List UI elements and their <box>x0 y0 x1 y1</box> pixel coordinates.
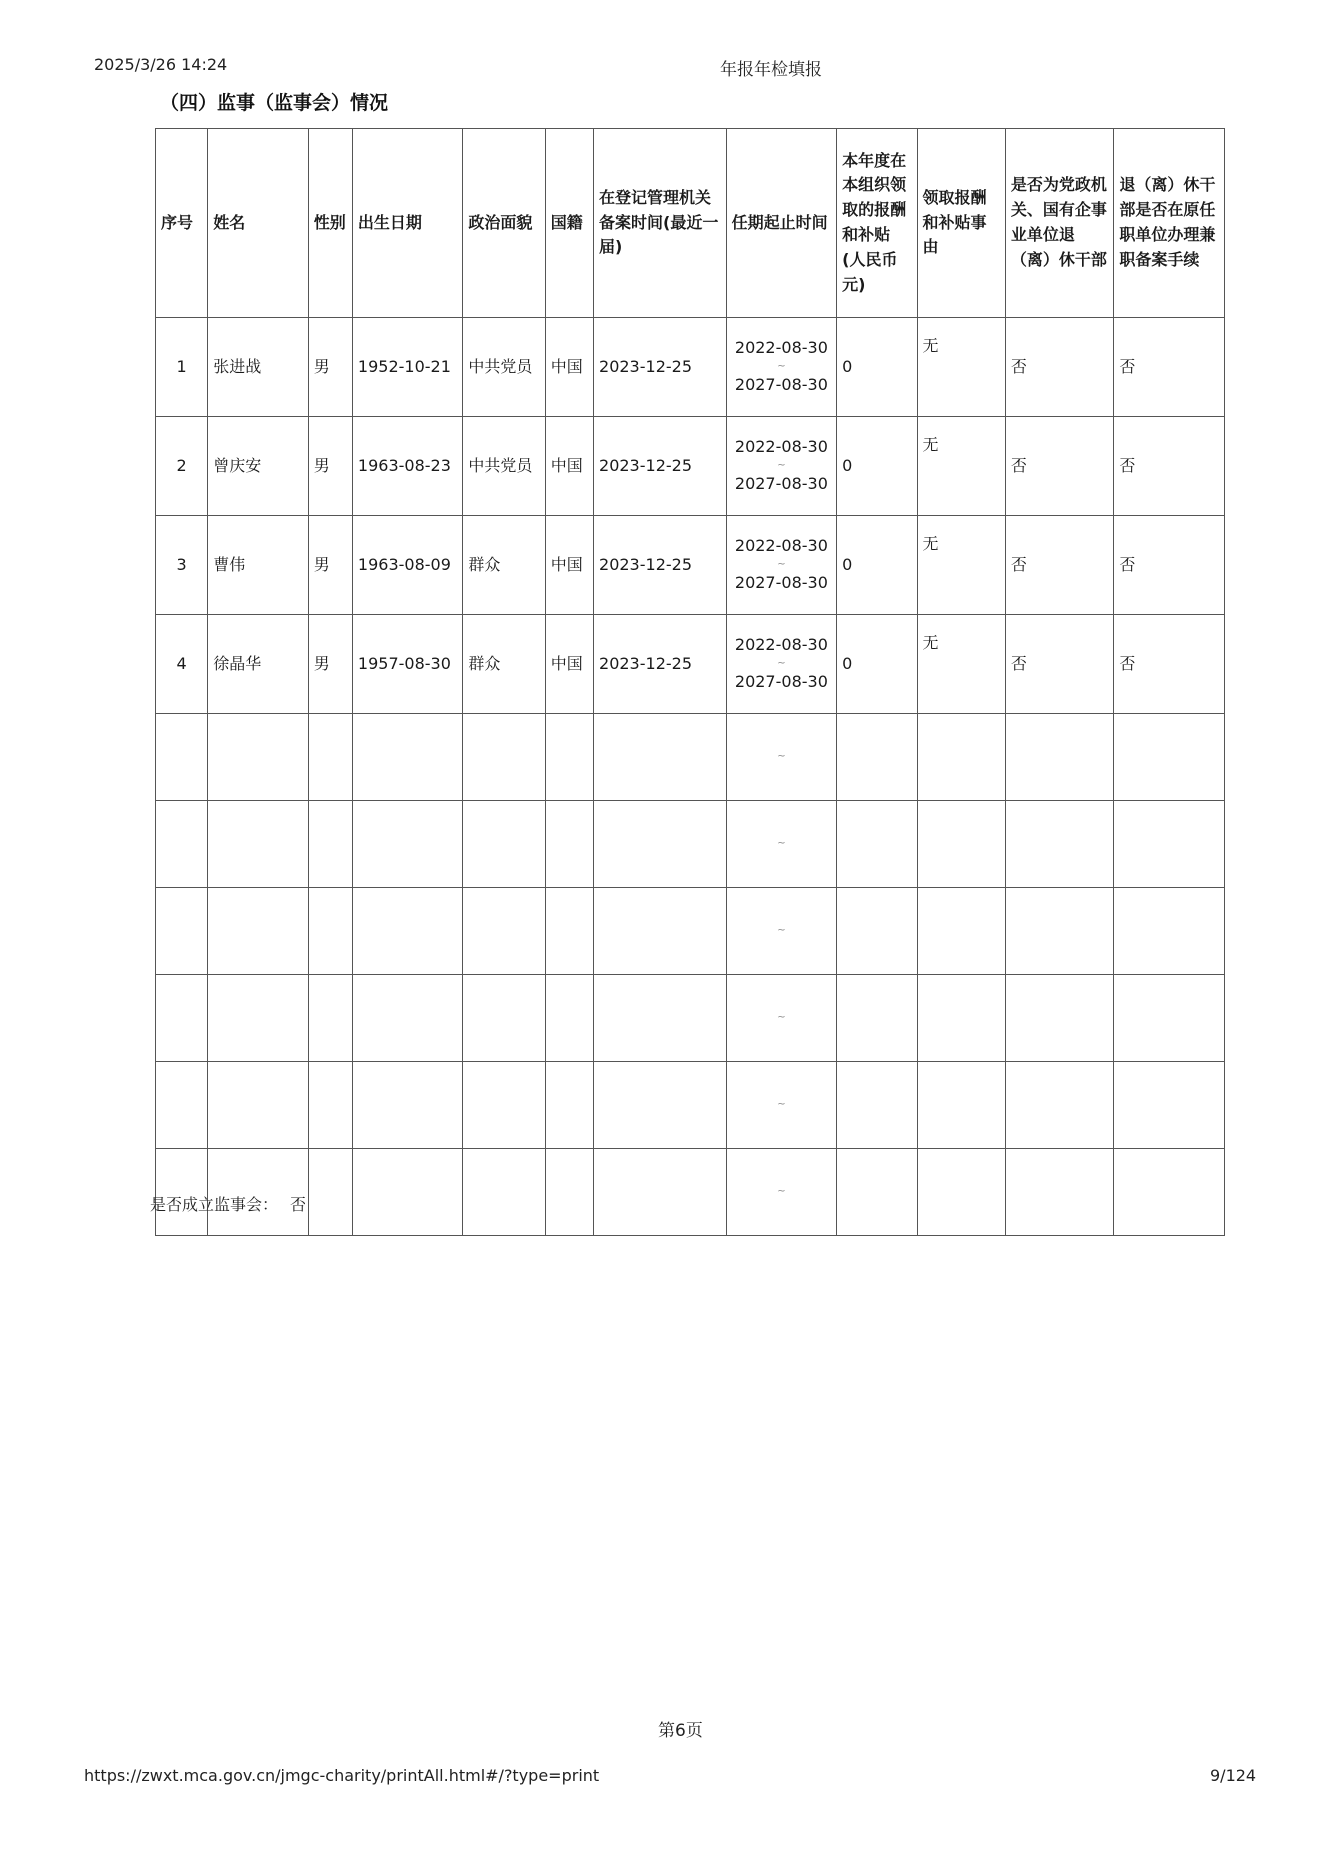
term-start: 2022-08-30 <box>734 635 828 655</box>
filing-date: 2023-12-25 <box>594 516 727 615</box>
page-number: 第6页 <box>658 1721 703 1741</box>
remuneration: 0 <box>837 417 917 516</box>
table-row <box>156 615 1225 714</box>
section-title: （四）监事（监事会）情况 <box>160 92 389 114</box>
political-status: 群众 <box>463 615 545 714</box>
nationality: 中国 <box>545 318 593 417</box>
footer-url: https://zwxt.mca.gov.cn/jmgc-charity/printAll.html#/?type=print <box>84 1766 600 1785</box>
is-retired-cadre: 否 <box>1005 417 1114 516</box>
birth-date: 1963-08-09 <box>352 516 463 615</box>
term-separator: ~ <box>777 1099 786 1111</box>
political-status: 中共党员 <box>463 318 545 417</box>
term-end: 2027-08-30 <box>734 672 828 691</box>
table-header-row <box>156 129 1225 318</box>
empty-table-row <box>156 801 1225 888</box>
gender: 男 <box>308 417 352 516</box>
empty-table-row <box>156 1149 1225 1236</box>
gender: 男 <box>308 318 352 417</box>
supervisor-name: 曹伟 <box>208 516 308 615</box>
is-retired-cadre: 否 <box>1005 318 1114 417</box>
birth-date: 1952-10-21 <box>352 318 463 417</box>
column-header: 本年度在本组织领取的报酬和补贴(人民币元) <box>837 129 917 318</box>
part-time-filed: 否 <box>1114 417 1225 516</box>
footnote-value: 否 <box>290 1195 307 1214</box>
column-header: 是否为党政机关、国有企事业单位退（离）休干部 <box>1005 129 1114 318</box>
filing-date: 2023-12-25 <box>594 417 727 516</box>
column-header: 任期起止时间 <box>726 129 837 318</box>
nationality: 中国 <box>545 615 593 714</box>
column-header: 国籍 <box>545 129 593 318</box>
supervisory-board-status <box>150 1192 306 1215</box>
empty-term-period <box>726 1149 837 1236</box>
term-separator: ~ <box>777 658 786 669</box>
footnote-label: 是否成立监事会： <box>150 1195 279 1214</box>
column-header: 退（离）休干部是否在原任职单位办理兼职备案手续 <box>1114 129 1225 318</box>
column-header: 领取报酬和补贴事由 <box>917 129 1005 318</box>
empty-term-period <box>726 801 837 888</box>
filing-date: 2023-12-25 <box>594 615 727 714</box>
column-header: 姓名 <box>208 129 308 318</box>
remuneration-reason: 无 <box>917 417 1005 516</box>
row-index: 2 <box>156 417 208 516</box>
nationality: 中国 <box>545 417 593 516</box>
row-index: 1 <box>156 318 208 417</box>
term-end: 2027-08-30 <box>734 474 828 493</box>
supervisor-name: 曾庆安 <box>208 417 308 516</box>
remuneration-reason: 无 <box>917 516 1005 615</box>
term-start: 2022-08-30 <box>734 536 828 556</box>
part-time-filed: 否 <box>1114 615 1225 714</box>
supervisor-name: 徐晶华 <box>208 615 308 714</box>
column-header: 政治面貌 <box>463 129 545 318</box>
gender: 男 <box>308 615 352 714</box>
empty-table-row <box>156 975 1225 1062</box>
term-period <box>726 516 837 615</box>
term-end: 2027-08-30 <box>734 375 828 394</box>
remuneration: 0 <box>837 516 917 615</box>
term-period <box>726 417 837 516</box>
term-separator: ~ <box>777 559 786 570</box>
empty-table-row <box>156 714 1225 801</box>
empty-table-row <box>156 888 1225 975</box>
table-row <box>156 417 1225 516</box>
column-header: 序号 <box>156 129 208 318</box>
term-separator: ~ <box>777 1186 786 1198</box>
empty-term-period <box>726 714 837 801</box>
birth-date: 1963-08-23 <box>352 417 463 516</box>
term-separator: ~ <box>777 460 786 471</box>
remuneration: 0 <box>837 318 917 417</box>
term-period <box>726 318 837 417</box>
term-end: 2027-08-30 <box>734 573 828 592</box>
print-datetime: 2025/3/26 14:24 <box>94 55 228 74</box>
footer-page-count: 9/124 <box>1210 1766 1257 1785</box>
filing-date: 2023-12-25 <box>594 318 727 417</box>
birth-date: 1957-08-30 <box>352 615 463 714</box>
political-status: 中共党员 <box>463 417 545 516</box>
term-separator: ~ <box>777 1012 786 1024</box>
column-header: 在登记管理机关备案时间(最近一届) <box>594 129 727 318</box>
page-header-title: 年报年检填报 <box>720 60 822 80</box>
is-retired-cadre: 否 <box>1005 615 1114 714</box>
political-status: 群众 <box>463 516 545 615</box>
term-period <box>726 615 837 714</box>
gender: 男 <box>308 516 352 615</box>
empty-term-period <box>726 975 837 1062</box>
column-header: 性别 <box>308 129 352 318</box>
is-retired-cadre: 否 <box>1005 516 1114 615</box>
table-row <box>156 318 1225 417</box>
term-separator: ~ <box>777 925 786 937</box>
nationality: 中国 <box>545 516 593 615</box>
term-start: 2022-08-30 <box>734 338 828 358</box>
term-separator: ~ <box>777 838 786 850</box>
empty-table-row <box>156 1062 1225 1149</box>
term-separator: ~ <box>777 751 786 763</box>
supervisors-table <box>155 128 1225 1236</box>
remuneration: 0 <box>837 615 917 714</box>
part-time-filed: 否 <box>1114 516 1225 615</box>
row-index: 4 <box>156 615 208 714</box>
row-index: 3 <box>156 516 208 615</box>
column-header: 出生日期 <box>352 129 463 318</box>
remuneration-reason: 无 <box>917 318 1005 417</box>
empty-term-period <box>726 1062 837 1149</box>
term-start: 2022-08-30 <box>734 437 828 457</box>
part-time-filed: 否 <box>1114 318 1225 417</box>
empty-term-period <box>726 888 837 975</box>
term-separator: ~ <box>777 361 786 372</box>
supervisor-name: 张进战 <box>208 318 308 417</box>
remuneration-reason: 无 <box>917 615 1005 714</box>
table-row <box>156 516 1225 615</box>
